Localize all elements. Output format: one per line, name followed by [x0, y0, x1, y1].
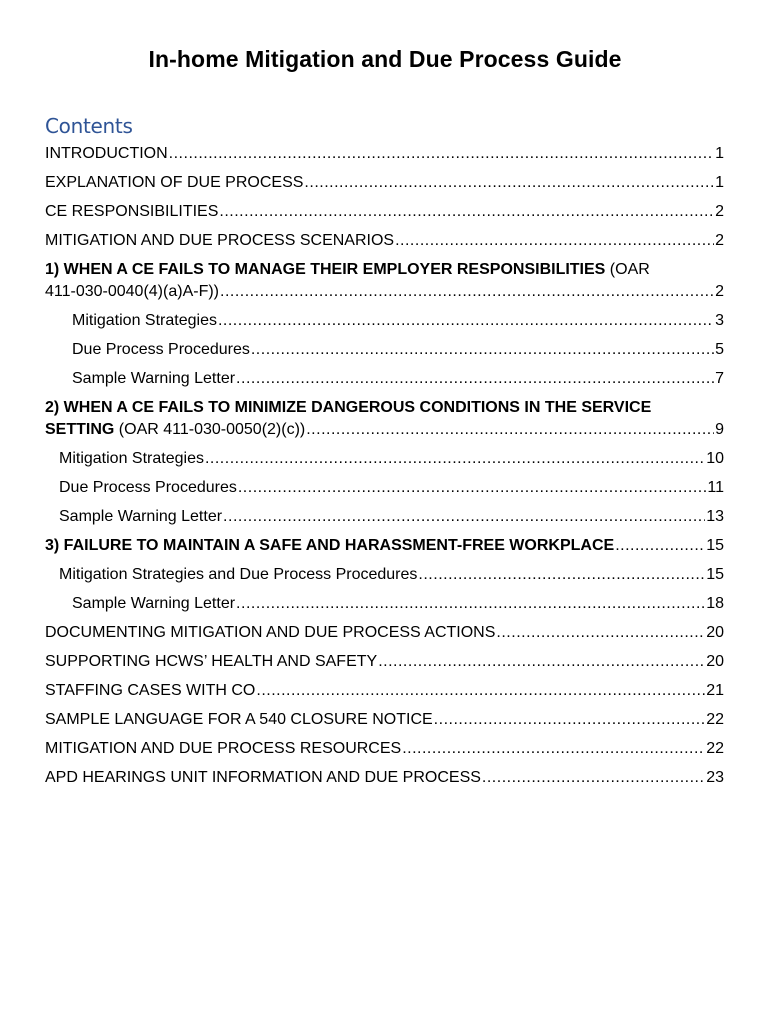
toc-entry-mitigation-strategies[interactable] [59, 449, 724, 469]
toc-entry-explanation-of-due-process[interactable] [45, 173, 724, 193]
toc-leader-dots [251, 340, 714, 360]
toc-page-number: 15 [706, 537, 724, 554]
toc-entry-label [45, 420, 305, 440]
toc-page-number: 15 [706, 566, 724, 583]
document-title: In-home Mitigation and Due Process Guide [148, 46, 622, 72]
toc-leader-dots [238, 478, 707, 498]
toc-page-number: 1 [715, 174, 724, 191]
toc-leader-dots [434, 710, 706, 730]
toc-entry-staffing-cases[interactable] [45, 681, 724, 701]
toc-leader-dots [306, 420, 714, 440]
toc-entry-label: Due Process Procedures [72, 341, 250, 358]
toc-entry-documenting-actions[interactable] [45, 623, 724, 643]
toc-page-number: 23 [706, 769, 724, 786]
contents-heading: Contents [45, 114, 133, 138]
toc-leader-dots [402, 739, 705, 759]
toc-page-number: 2 [715, 283, 724, 300]
toc-entry-mitigation-and-due-process[interactable] [59, 565, 724, 585]
toc-entry-label-rest: (OAR 411-030-0050(2)(c)) [114, 421, 306, 438]
toc-entry-introduction[interactable] [45, 144, 724, 164]
toc-page-number: 2 [715, 203, 724, 220]
toc-entry-sample-warning-letter[interactable] [72, 594, 724, 614]
toc-page-number: 13 [706, 508, 724, 525]
toc-entry-label: SAMPLE LANGUAGE FOR A 540 CLOSURE NOTICE [45, 711, 433, 728]
toc-entry-label: 3) FAILURE TO MAINTAIN A SAFE AND HARASSMENT-FREE WORKPLACE [45, 537, 615, 554]
toc-entry-label: SUPPORTING HCWS’ HEALTH AND SAFETY [45, 653, 378, 670]
toc-entry-label: MITIGATION AND DUE PROCESS SCENARIOS [45, 232, 395, 249]
toc-entry-ce-responsibilities[interactable] [45, 202, 724, 222]
toc-entry-resources[interactable] [45, 739, 724, 759]
toc-page-number: 9 [715, 421, 724, 438]
toc-leader-dots [169, 144, 714, 164]
toc-leader-dots [496, 623, 705, 643]
toc-leader-dots [205, 449, 705, 469]
toc-entry-label: Sample Warning Letter [72, 370, 236, 387]
toc-page-number: 20 [706, 624, 724, 641]
toc-entry-label: INTRODUCTION [45, 145, 168, 162]
toc-page-number: 20 [706, 653, 724, 670]
toc-entry-label: Mitigation Strategies [59, 450, 204, 467]
toc-entry-label: STAFFING CASES WITH CO [45, 682, 256, 699]
toc-entry-label: Due Process Procedures [59, 479, 237, 496]
toc-page-number: 22 [706, 711, 724, 728]
toc-leader-dots [236, 594, 705, 614]
toc-entry-label: Mitigation Strategies and Due Process Procedures [59, 566, 418, 583]
toc-leader-dots [220, 282, 714, 302]
toc-page-number: 1 [715, 145, 724, 162]
toc-entry-label: 411-030-0040(4)(a)A-F)) [45, 283, 219, 300]
toc-leader-dots [236, 369, 714, 389]
toc-entry-label: MITIGATION AND DUE PROCESS RESOURCES [45, 740, 402, 757]
toc-page-number: 18 [706, 595, 724, 612]
toc-entry-apd-hearings[interactable] [45, 768, 724, 788]
toc-page-number: 22 [706, 740, 724, 757]
toc-entry-label-bold: SETTING [45, 421, 115, 438]
toc-entry-supporting-hcws[interactable] [45, 652, 724, 672]
toc-leader-dots [615, 536, 705, 556]
toc-entry-mitigation-strategies[interactable] [72, 311, 724, 331]
toc-page-number: 2 [715, 232, 724, 249]
toc-entry-2-heading-line1[interactable]: 2) WHEN A CE FAILS TO MINIMIZE DANGEROUS CONDITIONS IN THE SERVICE [45, 399, 652, 416]
toc-page-number: 10 [706, 450, 724, 467]
toc-entry-label: Sample Warning Letter [72, 595, 236, 612]
toc-entry-3-heading[interactable] [45, 536, 724, 556]
toc-entry-2-heading-line2[interactable] [45, 420, 724, 440]
toc-page-number: 3 [715, 312, 724, 329]
toc-leader-dots [418, 565, 705, 585]
toc-entry-label: Mitigation Strategies [72, 312, 217, 329]
toc-entry-label: DOCUMENTING MITIGATION AND DUE PROCESS ACTIONS [45, 624, 496, 641]
toc-page-number: 5 [715, 341, 724, 358]
toc-leader-dots [378, 652, 705, 672]
toc-leader-dots [223, 507, 705, 527]
toc-leader-dots [256, 681, 705, 701]
toc-leader-dots [219, 202, 714, 222]
toc-entry-mitigation-scenarios[interactable] [45, 231, 724, 251]
toc-entry-label: APD HEARINGS UNIT INFORMATION AND DUE PROCESS [45, 769, 481, 786]
toc-leader-dots [218, 311, 714, 331]
toc-entry-1-heading-line2[interactable] [45, 282, 724, 302]
toc-entry-label: CE RESPONSIBILITIES [45, 203, 219, 220]
toc-page-number: 11 [707, 479, 724, 496]
toc-leader-dots [304, 173, 714, 193]
toc-page-number: 21 [706, 682, 724, 699]
toc-entry-label-rest: (OAR [605, 261, 650, 278]
toc-entry-sample-language[interactable] [45, 710, 724, 730]
toc-entry-sample-warning-letter[interactable] [59, 507, 724, 527]
toc-entry-label: EXPLANATION OF DUE PROCESS [45, 174, 304, 191]
toc-entry-due-process-procedures[interactable] [59, 478, 724, 498]
toc-entry-label: Sample Warning Letter [59, 508, 223, 525]
toc-leader-dots [482, 768, 705, 788]
toc-leader-dots [395, 231, 714, 251]
toc-entry-label-bold: 1) WHEN A CE FAILS TO MANAGE THEIR EMPLOYER RESPONSIBILITIES [45, 261, 606, 278]
toc-entry-1-heading-line1[interactable] [45, 260, 650, 280]
toc-entry-sample-warning-letter[interactable] [72, 369, 724, 389]
toc-entry-due-process-procedures[interactable] [72, 340, 724, 360]
toc-page-number: 7 [715, 370, 724, 387]
